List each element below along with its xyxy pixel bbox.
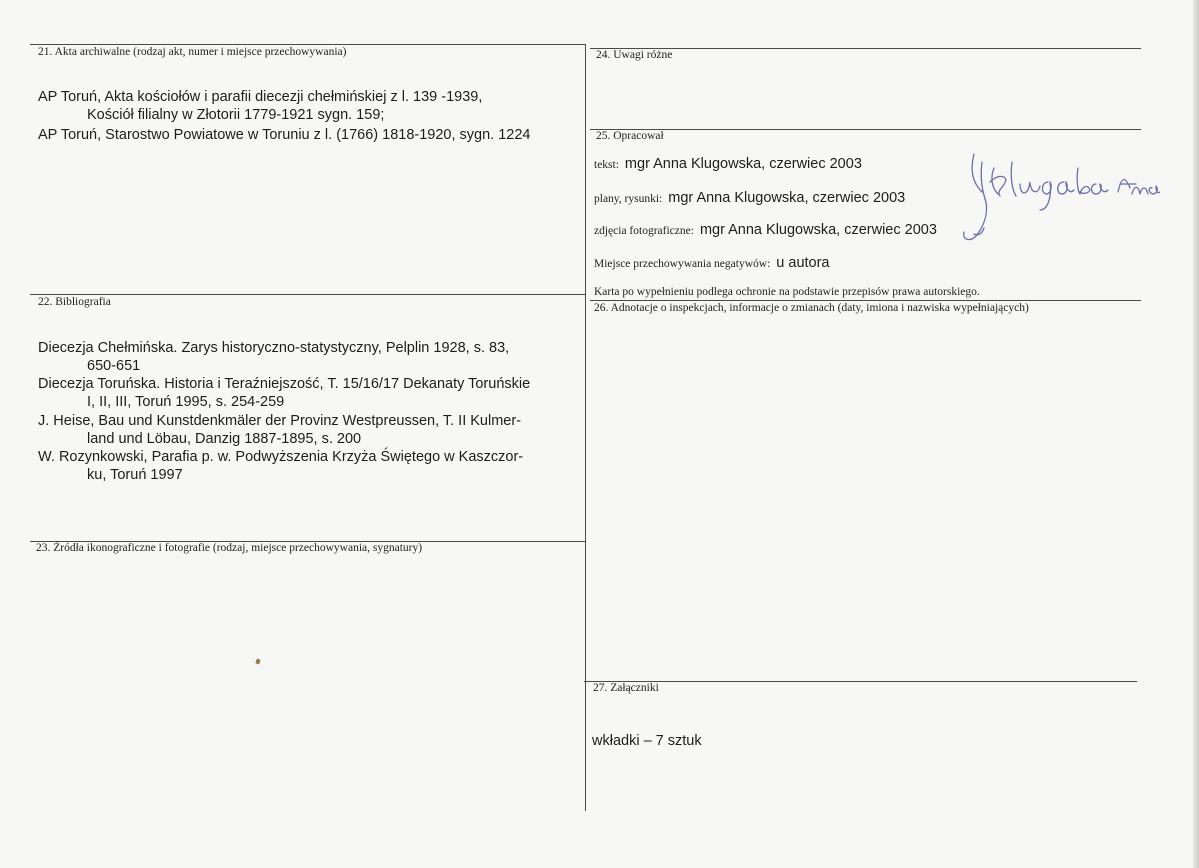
- section-25-top-rule: [590, 129, 1141, 130]
- section-23-label: 23. Źródła ikonograficzne i fotografie (rodzaj, miejsce przechowywania, sygnatury): [36, 542, 423, 554]
- negatives-storage-label: Miejsce przechowywania negatywów:: [594, 258, 771, 270]
- paper-speck: [255, 658, 260, 664]
- author-row-text-value: mgr Anna Klugowska, czerwiec 2003: [624, 156, 862, 172]
- bibliography-entry-1-line2: 650-651: [87, 357, 141, 374]
- section-26-top-rule: [590, 300, 1141, 301]
- negatives-storage-row: [594, 254, 830, 272]
- bibliography-entry-3: [38, 413, 521, 448]
- section-21-top-rule: [30, 44, 586, 45]
- archive-entry-2: [38, 127, 531, 145]
- bibliography-entry-2: [38, 376, 530, 411]
- author-row-photos: [594, 221, 937, 239]
- section-22-top-rule: [30, 294, 586, 295]
- author-row-plans-label: plany, rysunki:: [594, 193, 663, 205]
- negatives-storage-value: u autora: [776, 255, 830, 271]
- bibliography-entry-4: [38, 449, 523, 484]
- bibliography-entry-4-line2: ku, Toruń 1997: [87, 466, 183, 483]
- copyright-note: Karta po wypełnieniu podlega ochronie na podstawie przepisów prawa autorskiego.: [594, 286, 980, 298]
- bibliography-entry-1-line1: Diecezja Chełmińska. Zarys historyczno-statystyczny, Pelplin 1928, s. 83,: [38, 340, 510, 356]
- page-edge-shadow: [1193, 0, 1199, 868]
- section-25-label: 25. Opracował: [596, 130, 664, 142]
- archive-entry-1: [38, 89, 482, 124]
- bibliography-entry-1: [38, 340, 509, 375]
- section-22-label: 22. Bibliografia: [38, 296, 111, 308]
- section-27-top-rule: [584, 681, 1137, 682]
- author-row-text: [594, 155, 862, 173]
- section-26-label: 26. Adnotacje o inspekcjach, informacje o zmianach (daty, imiona i nazwiska wypełniających): [594, 302, 1029, 314]
- bibliography-entry-4-line1: W. Rozynkowski, Parafia p. w. Podwyższenia Krzyża Świętego w Kaszczor-: [38, 449, 524, 465]
- bibliography-entry-2-line2: I, II, III, Toruń 1995, s. 254-259: [87, 393, 285, 410]
- author-row-text-label: tekst:: [594, 159, 619, 171]
- author-row-photos-value: mgr Anna Klugowska, czerwiec 2003: [699, 222, 937, 238]
- author-row-plans-value: mgr Anna Klugowska, czerwiec 2003: [668, 190, 906, 206]
- section-27-label: 27. Załączniki: [593, 682, 659, 694]
- archive-entry-1-line2: Kościół filialny w Złotorii 1779-1921 sygn. 159;: [87, 106, 385, 123]
- attachments-value: wkładki – 7 sztuk: [592, 733, 702, 749]
- bibliography-entry-2-line1: Diecezja Toruńska. Historia i Teraźniejszość, T. 15/16/17 Dekanaty Toruńskie: [38, 376, 531, 392]
- bibliography-entry-3-line1: J. Heise, Bau und Kunstdenkmäler der Provinz Westpreussen, T. II Kulmer-: [38, 413, 522, 429]
- section-21-label: 21. Akta archiwalne (rodzaj akt, numer i miejsce przechowywania): [38, 46, 347, 58]
- archive-entry-1-line1: AP Toruń, Akta kościołów i parafii diecezji chełmińskiej z l. 139 -1939,: [38, 89, 483, 105]
- archive-entry-2-line1: AP Toruń, Starostwo Powiatowe w Toruniu z l. (1766) 1818-1920, sygn. 1224: [38, 127, 531, 143]
- bibliography-entry-3-line2: land und Löbau, Danzig 1887-1895, s. 200: [87, 430, 362, 447]
- section-24-label: 24. Uwagi różne: [596, 49, 673, 61]
- handwritten-signature: [960, 148, 1160, 248]
- section-24-top-rule: [590, 48, 1141, 49]
- author-row-photos-label: zdjęcia fotograficzne:: [594, 225, 694, 237]
- author-row-plans: [594, 189, 905, 207]
- column-divider: [585, 44, 586, 811]
